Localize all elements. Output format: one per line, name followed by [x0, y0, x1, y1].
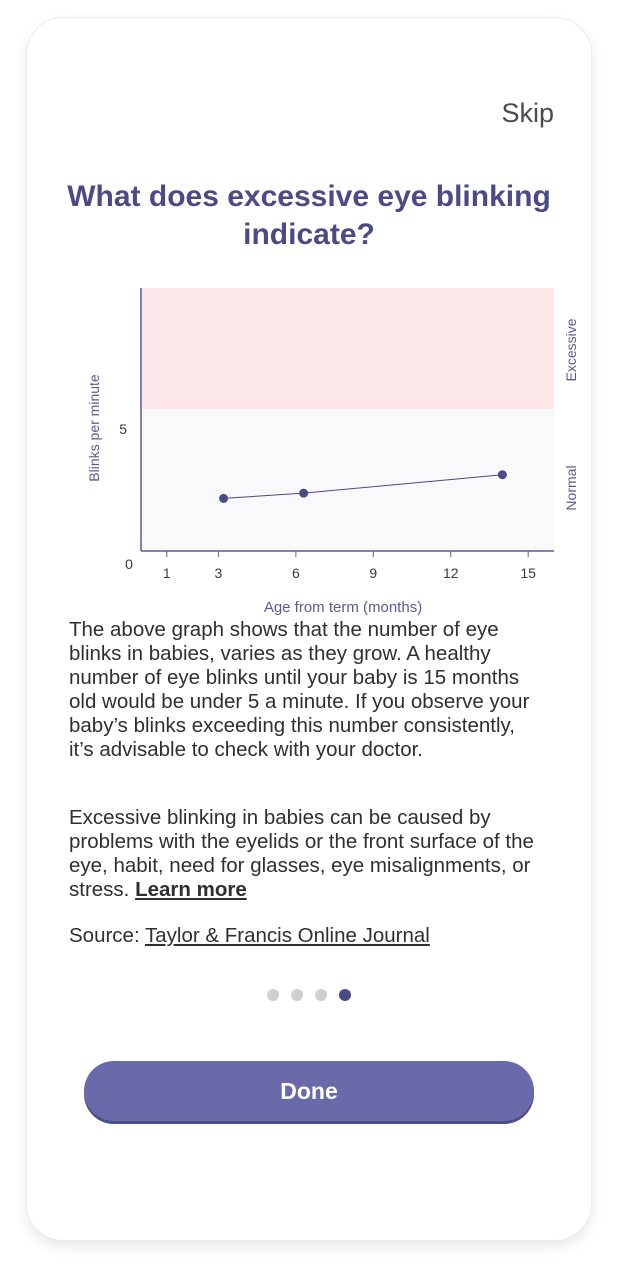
- blink-rate-chart: [57, 286, 579, 616]
- data-point-1: [219, 494, 228, 503]
- causes-paragraph: [69, 806, 539, 902]
- page-dot-3[interactable]: [315, 989, 327, 1001]
- source-line: [69, 924, 539, 948]
- skip-button[interactable]: Skip: [501, 98, 554, 128]
- x-tick-label-3: 3: [214, 565, 223, 581]
- y-tick-label-0: 0: [125, 556, 133, 572]
- description-paragraph: The above graph shows that the number of eye blinks in babies, varies as they grow. A healthy number of eye blinks until your baby is 15 months old would be under 5 a minute. If you observe your baby’s blinks exceeding this number consistently, it’s advisable to check with your doctor.: [69, 618, 530, 761]
- done-button[interactable]: Done: [84, 1061, 534, 1121]
- x-tick-label-1: 1: [162, 565, 171, 581]
- onboarding-card: [27, 18, 591, 1240]
- causes-text: Excessive blinking in babies can be caused by problems with the eyelids or the front surface of the eye, habit, need for glasses, eye misalignments, or stress.: [69, 806, 534, 901]
- x-tick-label-9: 9: [369, 565, 378, 581]
- y-tick-label-5: 5: [119, 421, 127, 437]
- page-indicator: [27, 989, 591, 1001]
- x-tick-label-12: 12: [442, 565, 459, 581]
- data-point-3: [498, 470, 507, 479]
- band-excessive: [142, 288, 554, 409]
- band-label-excessive: Excessive: [563, 318, 579, 382]
- page-title: What does excessive eye blinking indicate?: [67, 180, 551, 251]
- page-dot-4-active[interactable]: [339, 989, 351, 1001]
- source-label: Source:: [69, 924, 140, 947]
- x-axis-label: Age from term (months): [263, 599, 423, 616]
- data-point-2: [299, 489, 308, 498]
- page-dot-2[interactable]: [291, 989, 303, 1001]
- x-tick-label-6: 6: [291, 565, 300, 581]
- learn-more-link[interactable]: Learn more: [135, 878, 247, 901]
- y-axis-label: Blinks per minute: [86, 374, 102, 482]
- band-label-normal: Normal: [563, 465, 579, 511]
- band-normal: [142, 409, 554, 551]
- x-tick-label-15: 15: [520, 565, 536, 581]
- source-link[interactable]: Taylor & Francis Online Journal: [144, 924, 430, 947]
- page-dot-1[interactable]: [267, 989, 279, 1001]
